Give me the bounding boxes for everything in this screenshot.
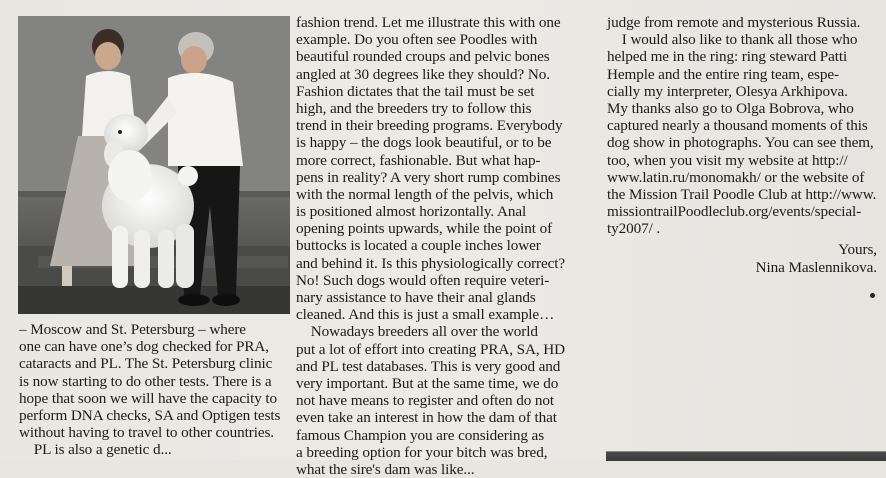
- text-line: opening points upwards, while the point of: [296, 220, 553, 238]
- text-line: Nowadays breeders all over the world: [296, 323, 538, 341]
- text-line: even take an interest in how the dam of that: [296, 409, 557, 427]
- text-line: with the normal length of the pelvis, which: [296, 185, 554, 203]
- text-line: – Moscow and St. Petersburg – where: [19, 321, 246, 338]
- column-1: [19, 321, 280, 459]
- text-line: No! Such dogs would often require veteri-: [296, 271, 550, 289]
- text-line: dog show in photographs. You can see them,: [607, 134, 874, 152]
- text-line: one can have one’s dog checked for PRA,: [19, 338, 269, 356]
- column-3: [607, 14, 877, 276]
- text-line: beautiful rounded croups and pelvic bones: [296, 48, 550, 66]
- text-line: and PL test databases. This is very good and: [296, 357, 561, 375]
- text-line: cially my interpreter, Olesya Arkhipova.: [607, 82, 848, 100]
- signoff-name: Nina Maslennikova.: [755, 258, 877, 276]
- signoff-closing: Yours,: [838, 241, 877, 259]
- text-line: Fashion dictates that the tail must be set: [296, 82, 535, 100]
- text-line: cleaned. And this is just a small example…: [296, 306, 555, 324]
- text-line: angled at 30 degrees like they should? No.: [296, 65, 550, 83]
- text-line: nary assistance to have their anal glands: [296, 289, 536, 306]
- text-line: hope that soon we will have the capacity to: [19, 389, 278, 407]
- text-line: and behind it. Is this physiologically correct?: [296, 254, 566, 272]
- text-line: buttocks is located a couple inches lower: [296, 237, 541, 255]
- text-line: missiontrailPoodleclub.org/events/special-: [607, 203, 862, 221]
- text-line: a breeding option for your bitch was bred,: [296, 443, 548, 461]
- text-line: what the sire's dam was like...: [296, 460, 475, 478]
- poodle-photo: [18, 16, 290, 314]
- text-line: My thanks also go to Olga Bobrova, who: [607, 99, 854, 117]
- text-line: ty2007/ .: [607, 220, 661, 238]
- text-line: cataracts and PL. The St. Petersburg clinic: [19, 355, 273, 373]
- text-line: trend in their breeding programs. Everybody: [296, 117, 563, 135]
- text-line: I would also like to thank all those who: [607, 31, 858, 49]
- text-line: fashion trend. Let me illustrate this with one: [296, 14, 561, 31]
- text-line: not have means to register and often do not: [296, 392, 555, 410]
- text-line: judge from remote and mysterious Russia.: [607, 14, 861, 31]
- text-line: pens in reality? A very short rump combines: [296, 168, 561, 186]
- text-line: without having to travel to other countries.: [19, 424, 274, 442]
- text-line: more correct, fashionable. But what hap-: [296, 151, 541, 169]
- text-line: www.latin.ru/monomakh/ or the website of: [607, 168, 865, 186]
- text-line: the Mission Trail Poodle Club at http://www.: [607, 185, 877, 203]
- text-line: captured nearly a thousand moments of this: [607, 117, 868, 135]
- text-line: is now starting to do other tests. There is a: [19, 372, 272, 390]
- text-line: is positioned almost horizontally. Anal: [296, 203, 527, 221]
- text-line: Hemple and the entire ring team, espe-: [607, 65, 839, 83]
- text-line: is happy – the dogs look beautiful, or to be: [296, 134, 552, 152]
- text-line: too, when you visit my website at http://: [607, 151, 848, 169]
- text-line: helped me in the ring: ring steward Patti: [607, 48, 848, 66]
- text-line: high, and the breeders try to follow this: [296, 99, 532, 117]
- text-line: perform DNA checks, SA and Optigen tests: [19, 406, 281, 424]
- text-line: famous Champion you are considering as: [296, 426, 545, 444]
- end-mark-bullet: [870, 293, 875, 298]
- column-2: [296, 14, 565, 478]
- text-line: very important. But at the same time, we do: [296, 374, 559, 392]
- text-line: example. Do you often see Poodles with: [296, 31, 538, 49]
- text-line: PL is also a genetic d...: [19, 441, 172, 459]
- poodle-photo-illustration: [18, 16, 290, 314]
- text-line: put a lot of effort into creating PRA, SA, HD: [296, 340, 565, 358]
